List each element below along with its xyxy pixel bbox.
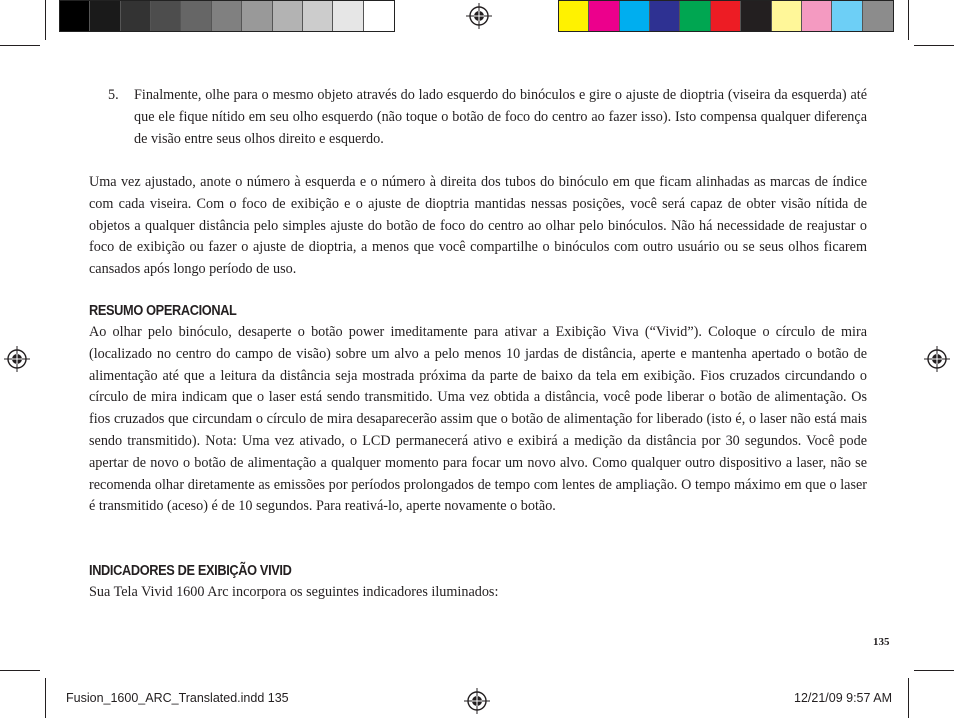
color-swatch: [242, 1, 272, 31]
section-body: Sua Tela Vivid 1600 Arc incorpora os seguintes indicadores iluminados:: [89, 584, 499, 600]
grayscale-color-bar: [59, 0, 395, 32]
section-heading: INDICADORES DE EXIBIÇÃO VIVID: [89, 563, 292, 579]
slug-datetime: 12/21/09 9:57 AM: [794, 691, 892, 705]
crop-mark: [45, 0, 46, 40]
registration-mark-icon: [466, 3, 492, 29]
registration-mark-icon: [4, 346, 30, 372]
crop-mark: [908, 678, 909, 718]
section-body: Ao olhar pelo binóculo, desaperte o botão power imeditamente para ativar a Exibição Viva (“Vivid”). Coloque o círculo de mira (localizado no centro do campo de visão) sobre um alvo a pelo menos 10 jardas de distância, aperte e mantenha apertado o botão de alimentação até que a leitura da distância seja mostrada próxima da parte de baixo da tela em exibição. Fios cruzados circundando o círculo de mira indicam que o laser está sendo transmitido. Uma vez obtida a distância, você pode liberar o botão de alimentação. Os fios cruzados que circundam o círculo de mira desaparecerão assim que o botão de alimentação for liberado (isto é, o laser não está mais sendo transmitido). Nota: Uma vez ativado, o LCD permanecerá ativo e exibirá a medição da distância por 30 segundos. Você pode apertar de novo o botão de alimentação a qualquer momento para focar um novo alvo. Como qualquer outro dispositivo a laser, não se recomenda olhar diretamente as emissões por períodos prolongados de tempo com lentes de ampliação. O tempo máximo em que o laser é transmitido (aceso) é de 10 segundos. Para reativá-lo, aperte novamente o botão.: [89, 324, 867, 515]
page-number: 135: [873, 636, 890, 648]
color-swatch: [212, 1, 242, 31]
color-swatch: [589, 1, 619, 31]
display-indicators-section: [89, 561, 867, 604]
crop-mark: [45, 678, 46, 718]
color-swatch: [181, 1, 211, 31]
color-swatch: [90, 1, 120, 31]
registration-mark-icon: [464, 688, 490, 714]
color-swatch: [650, 1, 680, 31]
color-swatch: [273, 1, 303, 31]
color-swatch: [711, 1, 741, 31]
color-swatch: [151, 1, 181, 31]
color-swatch: [121, 1, 151, 31]
color-swatch: [832, 1, 862, 31]
adjustment-paragraph: Uma vez ajustado, anote o número à esquerda e o número à direita dos tubos do binóculo em que ficam alinhadas as marcas de índice com cada viseira. Com o foco de exibição e o ajuste de dioptria mantidas nessas posições, você será capaz de obter visão nítida de objetos a qualquer distância pelo simples ajuste do botão de foco do centro ao olhar pelo binóculos. Não há necessidade de reajustar o foco de exibição ou fazer o ajuste de dioptria, a menos que você compartilhe o binóculos com outro usuário ou se seus olhos ficarem cansados após longo período de uso.: [89, 174, 867, 278]
crop-mark: [914, 45, 954, 46]
color-swatch: [680, 1, 710, 31]
color-swatch: [802, 1, 832, 31]
process-color-bar: [558, 0, 894, 32]
step-number: 5.: [108, 87, 119, 103]
crop-mark: [0, 670, 40, 671]
adjustment-paragraph-block: [89, 172, 867, 281]
color-swatch: [60, 1, 90, 31]
operational-summary-section: [89, 301, 867, 518]
step-text: Finalmente, olhe para o mesmo objeto através do lado esquerdo do binóculos e gire o ajuste de dioptria (viseira da esquerda) até que ele fique nítido em seu olho esquerdo (não toque o botão de foco do centro ao fazer isso). Isto compensa qualquer diferença de visão entre seus olhos direito e esquerdo.: [134, 87, 867, 147]
numbered-step: [108, 85, 867, 150]
color-swatch: [559, 1, 589, 31]
color-swatch: [364, 1, 394, 31]
color-swatch: [333, 1, 363, 31]
color-swatch: [772, 1, 802, 31]
crop-mark: [914, 670, 954, 671]
crop-mark: [908, 0, 909, 40]
crop-mark: [0, 45, 40, 46]
color-swatch: [620, 1, 650, 31]
slug-filename: Fusion_1600_ARC_Translated.indd 135: [66, 691, 289, 705]
color-swatch: [303, 1, 333, 31]
color-swatch: [863, 1, 893, 31]
registration-mark-icon: [924, 346, 950, 372]
section-heading: RESUMO OPERACIONAL: [89, 303, 237, 319]
color-swatch: [741, 1, 771, 31]
